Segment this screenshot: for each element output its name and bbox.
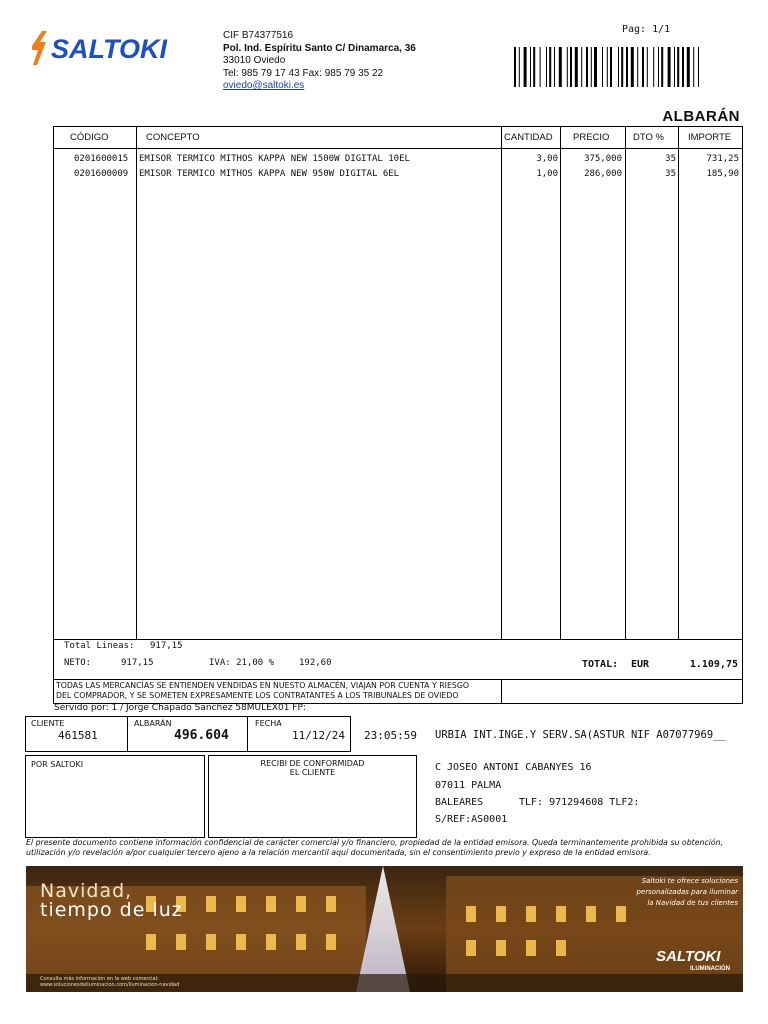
saltoki-logo bbox=[28, 28, 200, 68]
company-city: 33010 Oviedo bbox=[223, 55, 286, 67]
cell-importe: 731,25 bbox=[706, 154, 739, 164]
albaran-label: ALBARÁN bbox=[134, 719, 172, 728]
items-table bbox=[53, 126, 743, 704]
company-email-link[interactable]: oviedo@saltoki.es bbox=[223, 80, 305, 92]
info-divider bbox=[247, 717, 248, 751]
banner-tagline-line: la Navidad de tus clientes bbox=[647, 899, 738, 907]
cell-cantidad: 3,00 bbox=[536, 154, 558, 164]
banner-brand: SALTOKI bbox=[656, 948, 721, 965]
customer-province: BALEARES bbox=[435, 797, 484, 808]
customer-name: URBIA INT.INGE.Y SERV.SA(ASTUR NIF A07077969__ bbox=[435, 729, 726, 741]
recibi-box bbox=[208, 755, 417, 838]
legal-note bbox=[56, 681, 469, 700]
cell-concepto: EMISOR TERMICO MITHOS KAPPA NEW 950W DIGITAL 6EL bbox=[139, 169, 400, 179]
banner-footnote-text: Consulta más información en la web comercial: bbox=[40, 976, 159, 982]
banner-footnote bbox=[40, 976, 179, 988]
customer-phone: TLF: 971294608 TLF2: bbox=[519, 797, 640, 808]
document-title: ALBARÁN bbox=[662, 108, 740, 125]
company-info bbox=[223, 30, 416, 93]
info-divider bbox=[127, 717, 128, 751]
header-precio: PRECIO bbox=[573, 132, 610, 143]
total-currency: EUR bbox=[631, 659, 650, 670]
cell-concepto: EMISOR TERMICO MITHOS KAPPA NEW 1500W DIGITAL 10EL bbox=[139, 154, 410, 164]
total-lineas-label: Total Lineas: bbox=[64, 641, 135, 651]
fecha-label: FECHA bbox=[255, 719, 282, 728]
neto-value: 917,15 bbox=[121, 658, 154, 668]
banner-headline-1: Navidad, bbox=[40, 880, 133, 902]
neto-label: NETO: bbox=[64, 658, 92, 668]
legal-note-line: TODAS LAS MERCANCÍAS SE ENTIENDEN VENDIDAS EN NUESTO ALMACÉN, VIAJAN POR CUENTA Y RIESGO bbox=[56, 681, 469, 690]
document-info-box bbox=[25, 716, 351, 752]
time-value: 23:05:59 bbox=[364, 729, 417, 742]
cell-codigo: 0201600009 bbox=[74, 169, 129, 179]
header-concepto: CONCEPTO bbox=[146, 132, 200, 143]
por-saltoki-box bbox=[25, 755, 205, 838]
header-dto: DTO % bbox=[633, 132, 664, 143]
total-label: TOTAL: bbox=[582, 659, 619, 670]
totals-divider bbox=[54, 639, 742, 640]
cell-codigo: 0201600015 bbox=[74, 154, 129, 164]
col-divider bbox=[678, 127, 679, 639]
christmas-banner bbox=[26, 866, 743, 992]
customer-street: C JOSEO ANTONI CABANYES 16 bbox=[435, 762, 592, 773]
total-value: 1.109,75 bbox=[689, 659, 738, 670]
banner-headline-2: tiempo de luz bbox=[40, 899, 183, 921]
cliente-value: 461581 bbox=[58, 729, 98, 742]
col-divider bbox=[560, 127, 561, 639]
col-divider bbox=[136, 127, 137, 639]
banner-tagline-line: Saltoki te ofrece soluciones bbox=[641, 877, 738, 885]
recibi-label-line2: EL CLIENTE bbox=[289, 768, 336, 777]
header-codigo: CÓDIGO bbox=[70, 132, 109, 143]
cell-importe: 185,90 bbox=[706, 169, 739, 179]
banner-brand-sub: ILUMINACIÓN bbox=[690, 966, 730, 972]
confidentiality-disclaimer: El presente documento contiene información confidencial de carácter comercial y/o financiero, propiedad de la entidad emisora. Queda terminantemente prohibida su obtención, utilización y/o revelación a/por cualquier tercero ajeno a la relación mercantil aquí documentada, sin el consentimiento previo y expreso de la entidad emisora. bbox=[26, 838, 724, 857]
col-divider bbox=[501, 127, 502, 639]
legal-box-divider bbox=[501, 679, 502, 703]
cell-dto: 35 bbox=[665, 154, 676, 164]
cell-dto: 35 bbox=[665, 169, 676, 179]
legal-note-line: DEL COMPRADOR, Y SE SOMETEN EXPRESAMENTE LOS CONTRATANTES A LOS TRIBUNALES DE OVIEDO bbox=[56, 690, 459, 700]
header-importe: IMPORTE bbox=[688, 132, 732, 143]
cell-cantidad: 1,00 bbox=[536, 169, 558, 179]
banner-tagline-line: personalizadas para iluminar bbox=[636, 888, 738, 896]
banner-tagline bbox=[624, 876, 738, 909]
cliente-label: CLIENTE bbox=[31, 719, 65, 728]
header-cantidad: CANTIDAD bbox=[504, 132, 553, 143]
col-divider bbox=[625, 127, 626, 639]
cell-precio: 286,000 bbox=[584, 169, 622, 179]
barcode bbox=[514, 47, 739, 87]
logo-wordmark: SALTOKI bbox=[51, 34, 168, 64]
customer-ref: S/REF:AS0001 bbox=[435, 814, 508, 825]
company-address: Pol. Ind. Espíritu Santo C/ Dinamarca, 36 bbox=[223, 42, 416, 54]
header-divider bbox=[54, 148, 742, 149]
page-number: Pag: 1/1 bbox=[622, 24, 671, 35]
servido-por: Servido por: 1 / Jorge Chapado Sanchez 58MULEX01 FP: bbox=[54, 703, 306, 713]
iva-value: 192,60 bbox=[299, 658, 332, 668]
fecha-value: 11/12/24 bbox=[292, 729, 345, 742]
cell-precio: 375,000 bbox=[584, 154, 622, 164]
banner-url: www.solucionesdeiluminacion.com/iluminacion-navidad bbox=[40, 982, 180, 988]
recibi-label-line1: RECIBI DE CONFORMIDAD bbox=[260, 759, 365, 768]
iva-label: IVA: 21,00 % bbox=[209, 658, 275, 668]
albaran-value: 496.604 bbox=[174, 728, 229, 743]
total-lineas-value: 917,15 bbox=[150, 641, 183, 651]
company-cif: CIF B74377516 bbox=[223, 30, 294, 41]
company-phones: Tel: 985 79 17 43 Fax: 985 79 35 22 bbox=[223, 67, 384, 79]
por-saltoki-label: POR SALTOKI bbox=[31, 760, 84, 769]
legal-divider bbox=[54, 679, 742, 680]
customer-city: 07011 PALMA bbox=[435, 780, 502, 791]
